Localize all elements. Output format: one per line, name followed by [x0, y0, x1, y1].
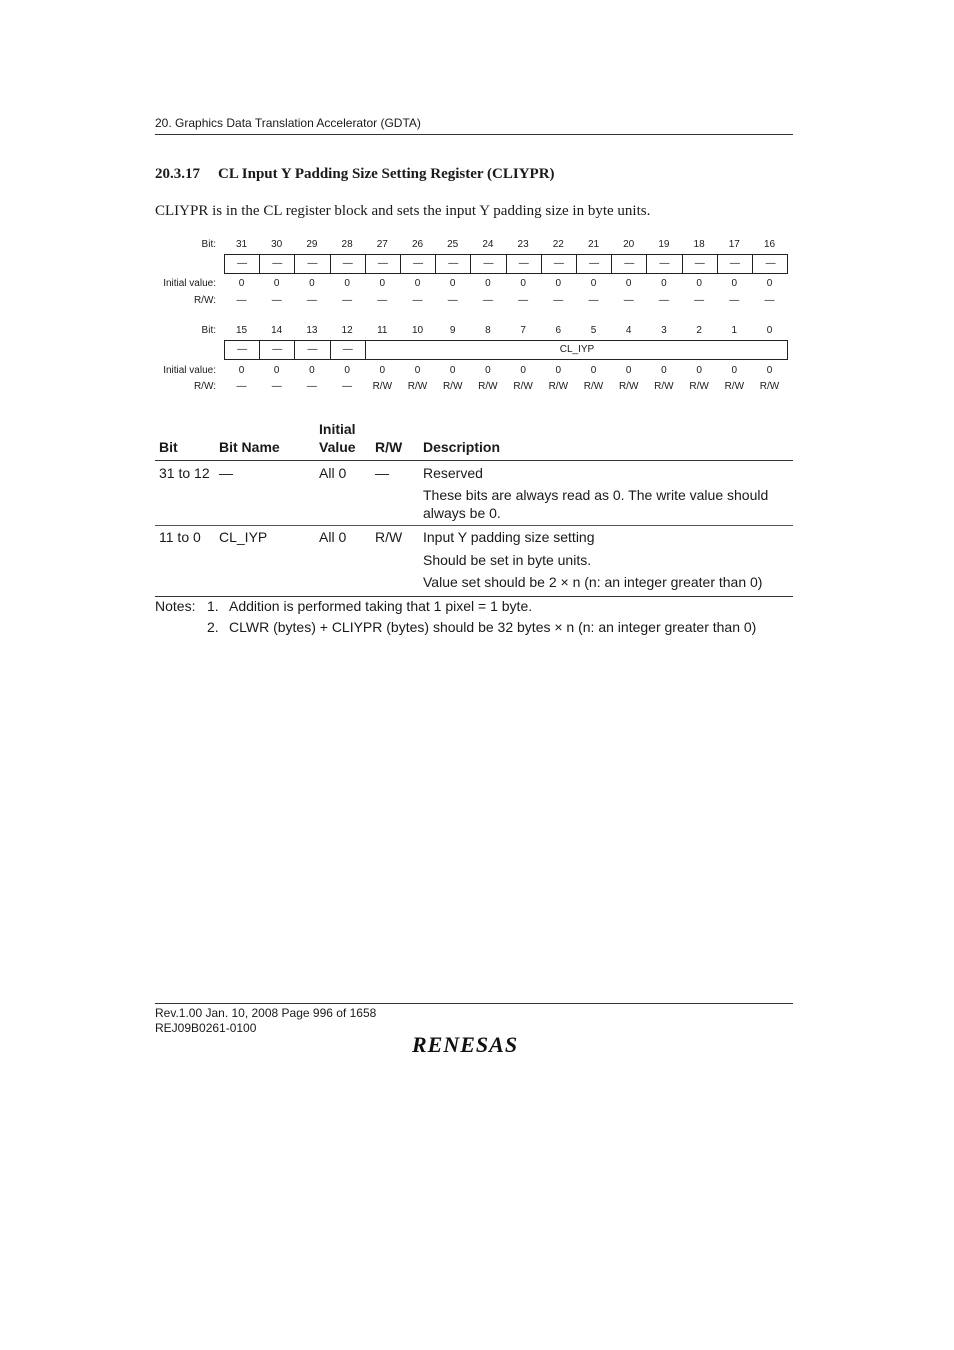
bit-number: 19: [658, 239, 670, 250]
rw-value: R/W: [618, 381, 639, 392]
bit-number: 0: [766, 325, 773, 336]
section-title: [155, 166, 555, 183]
initial-value: 0: [485, 278, 491, 289]
bit-number: 15: [235, 325, 248, 336]
bit-number: 25: [447, 239, 459, 250]
bit-number: 5: [590, 325, 597, 336]
rw-value: —: [694, 295, 705, 306]
row2-name: CL_IYP: [219, 529, 268, 545]
register-fields-upper: [224, 254, 788, 274]
rw-value: —: [306, 295, 317, 306]
initial-value: 0: [379, 365, 386, 376]
initial-value: 0: [449, 278, 456, 289]
rw-value: —: [342, 381, 353, 392]
note-1-num: 1.: [207, 598, 219, 614]
footer-revision: Rev.1.00 Jan. 10, 2008 Page 996 of 1658: [155, 1006, 377, 1020]
initial-value: 0: [696, 365, 702, 376]
rw-value: —: [447, 295, 458, 306]
section-title-text: CL Input Y Padding Size Setting Register (CLIYPR): [218, 166, 555, 182]
bit-number: 14: [271, 325, 283, 336]
rw-value: R/W: [478, 381, 498, 392]
row2-desc-3: Value set should be 2 × n (n: an integer greater than 0): [423, 574, 763, 590]
rw-value: —: [729, 295, 740, 306]
reserved-field: —: [542, 255, 577, 273]
rw-value: R/W: [548, 381, 569, 392]
rw-value: —: [518, 295, 529, 306]
row1-bit: 31 to 12: [159, 465, 210, 481]
initial-value-label: Initial value:: [163, 278, 216, 289]
renesas-logo: [412, 1033, 534, 1062]
rw-value: R/W: [442, 381, 463, 392]
row1-desc-3: always be 0.: [423, 505, 501, 521]
bit-label: Bit:: [201, 325, 216, 336]
bit-number: 10: [411, 325, 424, 336]
reserved-field: —: [225, 341, 260, 359]
th-rw: R/W: [375, 439, 403, 455]
initial-value: 0: [414, 365, 421, 376]
initial-value: 0: [485, 365, 491, 376]
header-rule: [155, 134, 793, 135]
bit-number: 2: [696, 325, 702, 336]
footer-rule: [155, 1003, 793, 1004]
rw-value: —: [658, 295, 669, 306]
running-header: 20. Graphics Data Translation Accelerator (GDTA): [155, 116, 421, 130]
rw-label: R/W:: [193, 295, 216, 306]
rw-value: R/W: [513, 381, 533, 392]
initial-value: 0: [696, 278, 702, 289]
reserved-field: —: [331, 341, 366, 359]
reserved-field: —: [612, 255, 647, 273]
row1-rw: —: [375, 465, 389, 481]
reserved-field: —: [260, 341, 295, 359]
initial-value: 0: [273, 365, 280, 376]
initial-value: 0: [590, 278, 597, 289]
reserved-field: —: [436, 255, 471, 273]
bit-number: 1: [731, 325, 738, 336]
initial-value: 0: [555, 278, 562, 289]
reserved-field: —: [471, 255, 506, 273]
bit-number: 28: [341, 239, 353, 250]
row1-desc-1: Reserved: [423, 465, 483, 481]
initial-value: 0: [449, 365, 456, 376]
bit-number: 7: [520, 325, 526, 336]
rw-value: R/W: [407, 381, 428, 392]
reserved-field: —: [765, 258, 776, 269]
initial-value: 0: [766, 365, 773, 376]
initial-value-label: Initial value:: [163, 365, 216, 376]
row1-desc-2: These bits are always read as 0. The write value should: [423, 487, 769, 503]
bit-number: 27: [376, 239, 388, 250]
bit-number: 31: [235, 239, 248, 250]
row-divider: [155, 525, 793, 526]
initial-value: 0: [273, 278, 280, 289]
initial-value: 0: [309, 278, 315, 289]
th-value: Value: [319, 439, 356, 455]
rw-value: —: [412, 295, 423, 306]
initial-value: 0: [661, 365, 667, 376]
footer-doc-number: REJ09B0261-0100: [155, 1021, 257, 1035]
rw-value: R/W: [724, 381, 745, 392]
table-bottom-rule: [155, 596, 793, 597]
rw-value: —: [271, 381, 282, 392]
initial-value: 0: [731, 278, 738, 289]
table-header-rule: [155, 460, 793, 461]
bit-number: 23: [517, 239, 529, 250]
initial-value: 0: [731, 365, 738, 376]
initial-value: 0: [379, 278, 386, 289]
reserved-field: —: [295, 341, 330, 359]
bit-number: 6: [555, 325, 562, 336]
rw-value: —: [623, 295, 634, 306]
rw-value: R/W: [759, 381, 780, 392]
note-1-text: Addition is performed taking that 1 pixel = 1 byte.: [229, 598, 533, 614]
rw-label: R/W:: [193, 381, 216, 392]
bit-number: 20: [623, 239, 635, 250]
cl-iyp-field: CL_IYP: [559, 344, 595, 355]
initial-value: 0: [309, 365, 315, 376]
reserved-field: —: [577, 255, 612, 273]
section-number: 20.3.17: [155, 166, 200, 182]
bit-label: Bit:: [201, 239, 216, 250]
bit-number: 30: [271, 239, 283, 250]
rw-value: R/W: [372, 381, 393, 392]
bit-number: 22: [552, 239, 564, 250]
reserved-field: —: [647, 255, 682, 273]
rw-value: —: [306, 381, 317, 392]
initial-value: 0: [625, 365, 632, 376]
initial-value: 0: [344, 278, 350, 289]
bit-number: 4: [625, 325, 632, 336]
th-bit-name: Bit Name: [219, 439, 280, 455]
row1-initial: All 0: [319, 465, 347, 481]
reserved-field: —: [225, 255, 260, 273]
intro-paragraph: CLIYPR is in the CL register block and sets the input Y padding size in byte units.: [155, 203, 651, 219]
initial-value: 0: [520, 365, 526, 376]
reserved-field: —: [401, 255, 436, 273]
row2-initial: All 0: [319, 529, 347, 545]
renesas-logo-mark: [412, 1033, 534, 1057]
row2-bit: 11 to 0: [159, 529, 201, 545]
row2-desc-1: Input Y padding size setting: [423, 529, 595, 545]
th-bit: Bit: [159, 439, 178, 455]
initial-value: 0: [590, 365, 597, 376]
register-fields-lower: [224, 340, 788, 360]
note-2-text: CLWR (bytes) + CLIYPR (bytes) should be 32 bytes × n (n: an integer greater than 0): [229, 619, 757, 635]
initial-value: 0: [520, 278, 526, 289]
row2-rw: R/W: [375, 529, 403, 545]
bit-number: 24: [482, 239, 494, 250]
reserved-field: —: [260, 255, 295, 273]
rw-value: —: [553, 295, 564, 306]
bit-number: 18: [693, 239, 705, 250]
bit-number: 9: [449, 325, 456, 336]
bit-number: 16: [763, 239, 776, 250]
initial-value: 0: [238, 278, 245, 289]
initial-value: 0: [238, 365, 245, 376]
rw-value: R/W: [654, 381, 674, 392]
bit-number: 29: [306, 239, 318, 250]
reserved-field: —: [507, 255, 542, 273]
initial-value: 0: [344, 365, 350, 376]
rw-value: —: [236, 381, 247, 392]
reserved-field: —: [295, 255, 330, 273]
reserved-field: —: [366, 255, 401, 273]
rw-value: R/W: [689, 381, 709, 392]
rw-value: —: [342, 295, 353, 306]
bit-number: 3: [661, 325, 667, 336]
bit-number: 8: [485, 325, 491, 336]
initial-value: 0: [766, 278, 773, 289]
rw-value: —: [271, 295, 282, 306]
notes-label: Notes:: [155, 598, 196, 614]
rw-value: —: [236, 295, 247, 306]
bit-number: 13: [306, 325, 318, 336]
reserved-field: —: [718, 255, 753, 273]
bit-number: 12: [341, 325, 353, 336]
rw-value: —: [764, 295, 775, 306]
row1-name: —: [219, 465, 233, 481]
logo-lettering: RENESAS: [412, 1033, 519, 1057]
note-2-num: 2.: [207, 619, 219, 635]
bit-number: 26: [411, 239, 424, 250]
initial-value: 0: [555, 365, 562, 376]
initial-value: 0: [625, 278, 632, 289]
rw-value: —: [377, 295, 388, 306]
initial-value: 0: [661, 278, 667, 289]
th-initial: Initial: [319, 421, 356, 437]
rw-value: R/W: [583, 381, 604, 392]
bit-number: 11: [377, 325, 388, 336]
th-description: Description: [423, 439, 501, 455]
rw-value: —: [588, 295, 599, 306]
row2-desc-2: Should be set in byte units.: [423, 552, 592, 568]
initial-value: 0: [414, 278, 421, 289]
bit-number: 17: [728, 239, 740, 250]
rw-value: —: [482, 295, 493, 306]
bit-number: 21: [587, 239, 600, 250]
reserved-field: —: [331, 255, 366, 273]
reserved-field: —: [683, 255, 718, 273]
